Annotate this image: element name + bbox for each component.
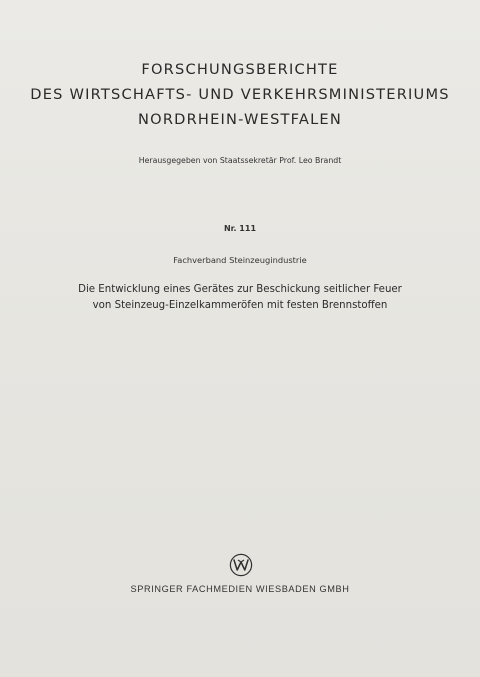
springer-w-logo-icon: [229, 553, 253, 577]
report-title-line-2: von Steinzeug-Einzelkammeröfen mit festen Brennstoffen: [92, 300, 388, 311]
publisher-name: SPRINGER FACHMEDIEN WIESBADEN GMBH: [130, 584, 350, 594]
author: Fachverband Steinzeugindustrie: [173, 255, 307, 265]
series-title-line-2: DES WIRTSCHAFTS- UND VERKEHRSMINISTERIUMS: [30, 86, 450, 103]
series-title-line-3: NORDRHEIN-WESTFALEN: [138, 111, 342, 128]
editor-credit: Herausgegeben von Staatssekretär Prof. Leo Brandt: [138, 156, 342, 165]
report-title-line-1: Die Entwicklung eines Gerätes zur Beschickung seitlicher Feuer: [78, 284, 402, 295]
series-title-line-1: FORSCHUNGSBERICHTE: [141, 61, 339, 78]
report-number: Nr. 111: [223, 224, 257, 233]
